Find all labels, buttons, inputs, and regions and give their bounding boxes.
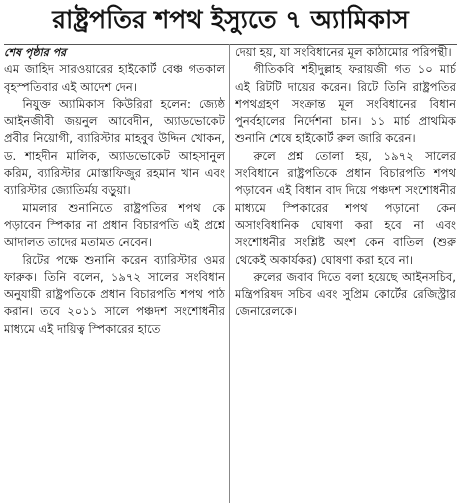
article-paragraph: মামলার শুনানিতে রাষ্ট্রপতির শপথ কে পড়াবেন স্পিকার না প্রধান বিচারপতি এই প্রশ্নে আদালত তাদের মতামত নেবেন। — [4, 200, 225, 250]
column-divider — [229, 44, 230, 503]
article-paragraph: দেয়া হয়, যা সংবিধানের মূল কাঠামোর পরিপন্থী। — [235, 45, 452, 59]
article-paragraph: রিটের পক্ষে শুনানি করেন ব্যারিস্টার ওমর ফারুক। তিনি বলেন, ১৯৭২ সালের সংবিধান অনুযায়ী রাষ্ট্রপতিকে প্রধান বিচারপতি শপথ পাঠ করান। তবে ২০১১ সালে পঞ্চদশ সংশোধনীর মাধ্যমে এই দায়িত্ব স্পিকারের হাতে — [4, 252, 225, 336]
right-column — [235, 44, 456, 503]
article-paragraph: এম জাহিদ সারওয়ারের হাইকোর্ট বেঞ্চ গতকাল বৃহস্পতিবার এই আদেশ দেন। — [4, 62, 225, 94]
kicker: শেষ পৃষ্ঠার পর — [4, 46, 67, 59]
headline: রাষ্ট্রপতির শপথ ইস্যুতে ৭ অ্যামিকাস — [52, 5, 409, 34]
article-paragraph: নিযুক্ত অ্যামিকাস কিউরিরা হলেন: জ্যেষ্ঠ আইনজীবী জয়নুল আবেদীন, অ্যাডভোকেট প্রবীর নিয়োগী, ব্যারিস্টার মাহবুব উদ্দিন খোকন, ড. শাহদীন মালিক, অ্যাডভোকেট আহসানুল করিম, ব্যারিস্টার মোস্তাফিজুর রহমান খান এবং ব্যারিস্টার জ্যোতির্ময় বড়ুয়া। — [4, 96, 225, 198]
article-paragraph: রুলে প্রশ্ন তোলা হয়, ১৯৭২ সালের সংবিধানে রাষ্ট্রপতিকে প্রধান বিচারপতি শপথ পড়াবেন এই বিধান বাদ দিয়ে পঞ্চদশ সংশোধনীর মাধ্যমে স্পিকারের শপথ পড়ানো কেন অসাংবিধানিক ঘোষণা করা হবে না এবং সংশোধনীর সংশ্লিষ্ট অংশ কেন বাতিল (শুরু থেকেই অকার্যকর) ঘোষণা করা হবে না। — [235, 148, 456, 267]
article-paragraph: রুলের জবাব দিতে বলা হয়েছে আইনসচিব, মন্ত্রিপরিষদ সচিব এবং সুপ্রিম কোর্টের রেজিস্ট্রার জেনারেলকে। — [235, 269, 456, 319]
left-column — [4, 44, 225, 503]
article-paragraph: গীতিকবি শহীদুল্লাহ ফরায়জী গত ১০ মার্চ এই রিটটি দায়ের করেন। রিটে তিনি রাষ্ট্রপতির শপথগ্রহণ সংক্রান্ত মূল সংবিধানের বিধান পুনর্বহালের নির্দেশনা চান। ১১ মার্চ প্রাথমিক শুনানি শেষে হাইকোর্ট রুল জারি করেন। — [235, 62, 456, 146]
